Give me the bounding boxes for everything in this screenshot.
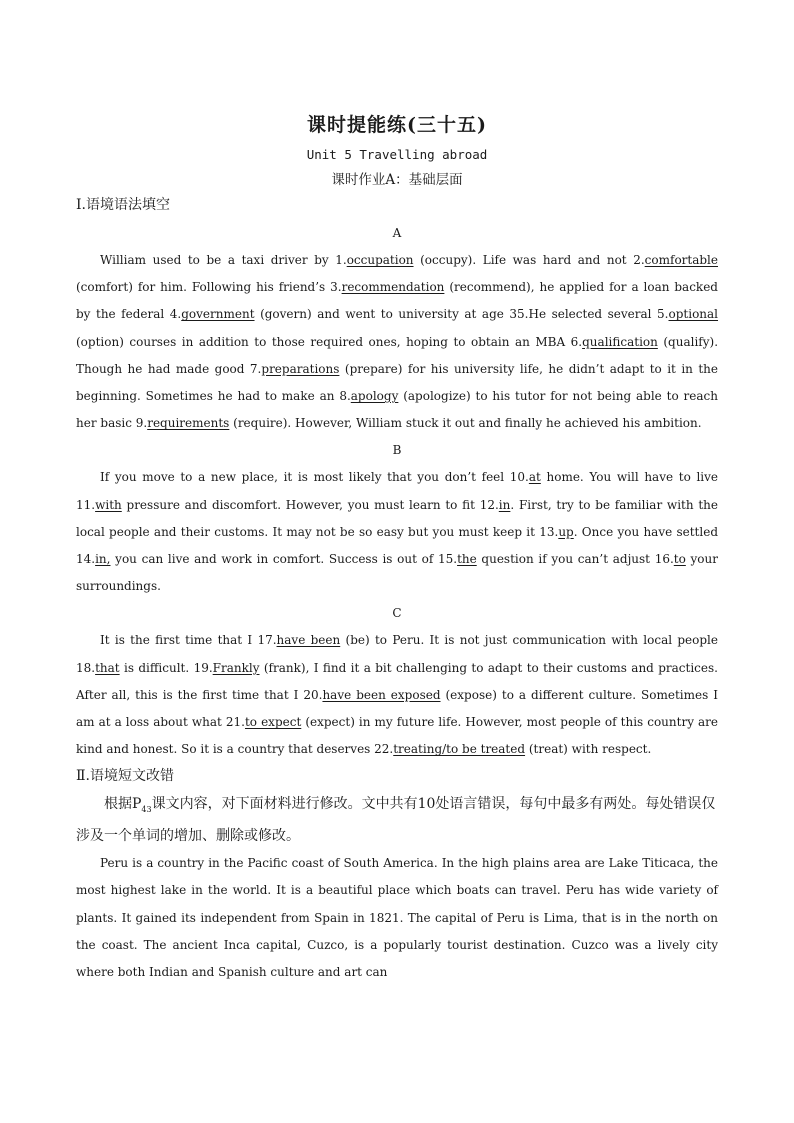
answer-blank: in,	[95, 552, 111, 567]
passage-c	[76, 627, 718, 763]
answer-blank: qualification	[582, 334, 658, 349]
instruction-post: 课文内容，对下面材料进行修改。文中共有10处语言错误，每句中最多有两处。每处错误仅涉及一个单词的增加、删除或修改。	[76, 796, 716, 845]
passage-b-label: B	[392, 443, 402, 458]
passage-text: your surroundings.	[76, 552, 718, 594]
answer-blank: in	[498, 497, 511, 512]
passage-text: (require). However, William stuck it out and finally he achieved his ambition.	[229, 416, 702, 431]
passage-a-label: A	[392, 226, 402, 240]
answer-blank: apology	[350, 389, 399, 404]
page-title: 课时提能练(三十五)	[307, 114, 487, 136]
error-correction-passage: Peru is a country in the Pacific coast of South America. In the high plains area are Lake Titicaca, the most highest lake in the world. It is a beautiful place which boats can travel. Peru has wide variety of plants. It gained its independent from Spain in 1821. The capital of Peru is Lima, that is in the north on the coast. The ancient Inca capital, Cuzco, is a popularly tourist destination. Cuzco was a lively city where both Indian and Spanish culture and art can	[76, 856, 718, 980]
answer-blank: requirements	[147, 416, 230, 431]
passage-text: (option) courses in addition to those required ones, hoping to obtain an MBA 6.	[76, 334, 583, 349]
answer-blank: to expect	[244, 715, 302, 730]
passage-text: . Once you have settled 14.	[76, 524, 718, 567]
passage-text: . First, try to be familiar with the local people and their customs. It may not be so easy but you must keep it 13.	[76, 497, 718, 539]
instruction-page-number: 43	[141, 805, 152, 815]
passage-text: (be) to Peru. It is not just communication with local people 18.	[76, 633, 718, 675]
passage-text: (frank), I find it a bit challenging to adapt to their customs and practices. After all, this is the first time that I 20.	[76, 660, 718, 702]
assignment-subtitle: 课时作业A：基础层面	[331, 172, 463, 188]
passage-text: (occupy). Life was hard and not 2.	[413, 253, 645, 267]
passage-text: (prepare) for his university life, he didn’t adapt to it in the beginning. Sometimes he had to make an 8.	[76, 361, 719, 404]
answer-blank: Frankly	[212, 660, 260, 675]
answer-blank: have been exposed	[322, 687, 441, 702]
passage-text: If you move to a new place, it is most likely that you don’t feel 10.	[100, 470, 529, 485]
passage-a	[76, 247, 718, 437]
instruction-pre: 根据P	[104, 796, 142, 813]
passage-text: (comfort) for him. Following his friend’s 3.	[76, 280, 342, 295]
answer-blank: government	[181, 307, 255, 322]
passage-text: (apologize) to his tutor for not being able to reach her basic 9.	[76, 389, 718, 431]
passage-text: (expect) in my future life. However, most people of this country are kind and honest. So it is a country that deserves 22.	[76, 715, 719, 757]
answer-blank: recommendation	[341, 280, 445, 295]
passage-text: (govern) and went to university at age 35.He selected several 5.	[254, 307, 669, 322]
answer-blank: the	[457, 552, 477, 567]
passage-text: is difficult. 19.	[119, 660, 213, 675]
section-2-instruction	[76, 791, 718, 850]
passage-text: (recommend), he applied for a loan backed by the federal 4.	[76, 280, 718, 322]
passage-text: home. You will have to live 11.	[76, 470, 719, 512]
answer-blank: preparations	[261, 361, 340, 376]
answer-blank: have been	[276, 633, 341, 648]
passage-text: (expose) to a different culture. Sometimes I am at a loss about what 21.	[76, 687, 718, 730]
worksheet-page	[76, 110, 718, 986]
passage-text: It is the first time that I 17.	[100, 633, 277, 648]
answer-blank: comfortable	[644, 253, 718, 267]
answer-blank: with	[95, 497, 122, 512]
passage-b	[76, 464, 718, 600]
passage-text: pressure and discomfort. However, you must learn to fit 12.	[121, 497, 499, 512]
passage-text: (qualify). Though he had made good 7.	[76, 334, 719, 376]
passage-text: question if you can’t adjust 16.	[476, 552, 674, 567]
answer-blank: treating/to be treated	[393, 742, 526, 757]
answer-blank: occupation	[346, 253, 414, 267]
answer-blank: up	[558, 524, 574, 539]
answer-blank: optional	[668, 307, 719, 322]
passage-text: William used to be a taxi driver by 1.	[100, 253, 347, 267]
answer-blank: that	[95, 660, 120, 675]
passage-text: (treat) with respect.	[525, 742, 652, 757]
answer-blank: at	[528, 470, 541, 485]
passage-c-label: C	[392, 606, 402, 621]
answer-blank: to	[673, 552, 686, 567]
unit-title: Unit 5 Travelling abroad	[306, 147, 488, 162]
section-1-heading: Ⅰ.语境语法填空	[76, 197, 170, 213]
section-2-heading: Ⅱ.语境短文改错	[76, 768, 174, 785]
passage-text: you can live and work in comfort. Success is out of 15.	[110, 552, 458, 567]
